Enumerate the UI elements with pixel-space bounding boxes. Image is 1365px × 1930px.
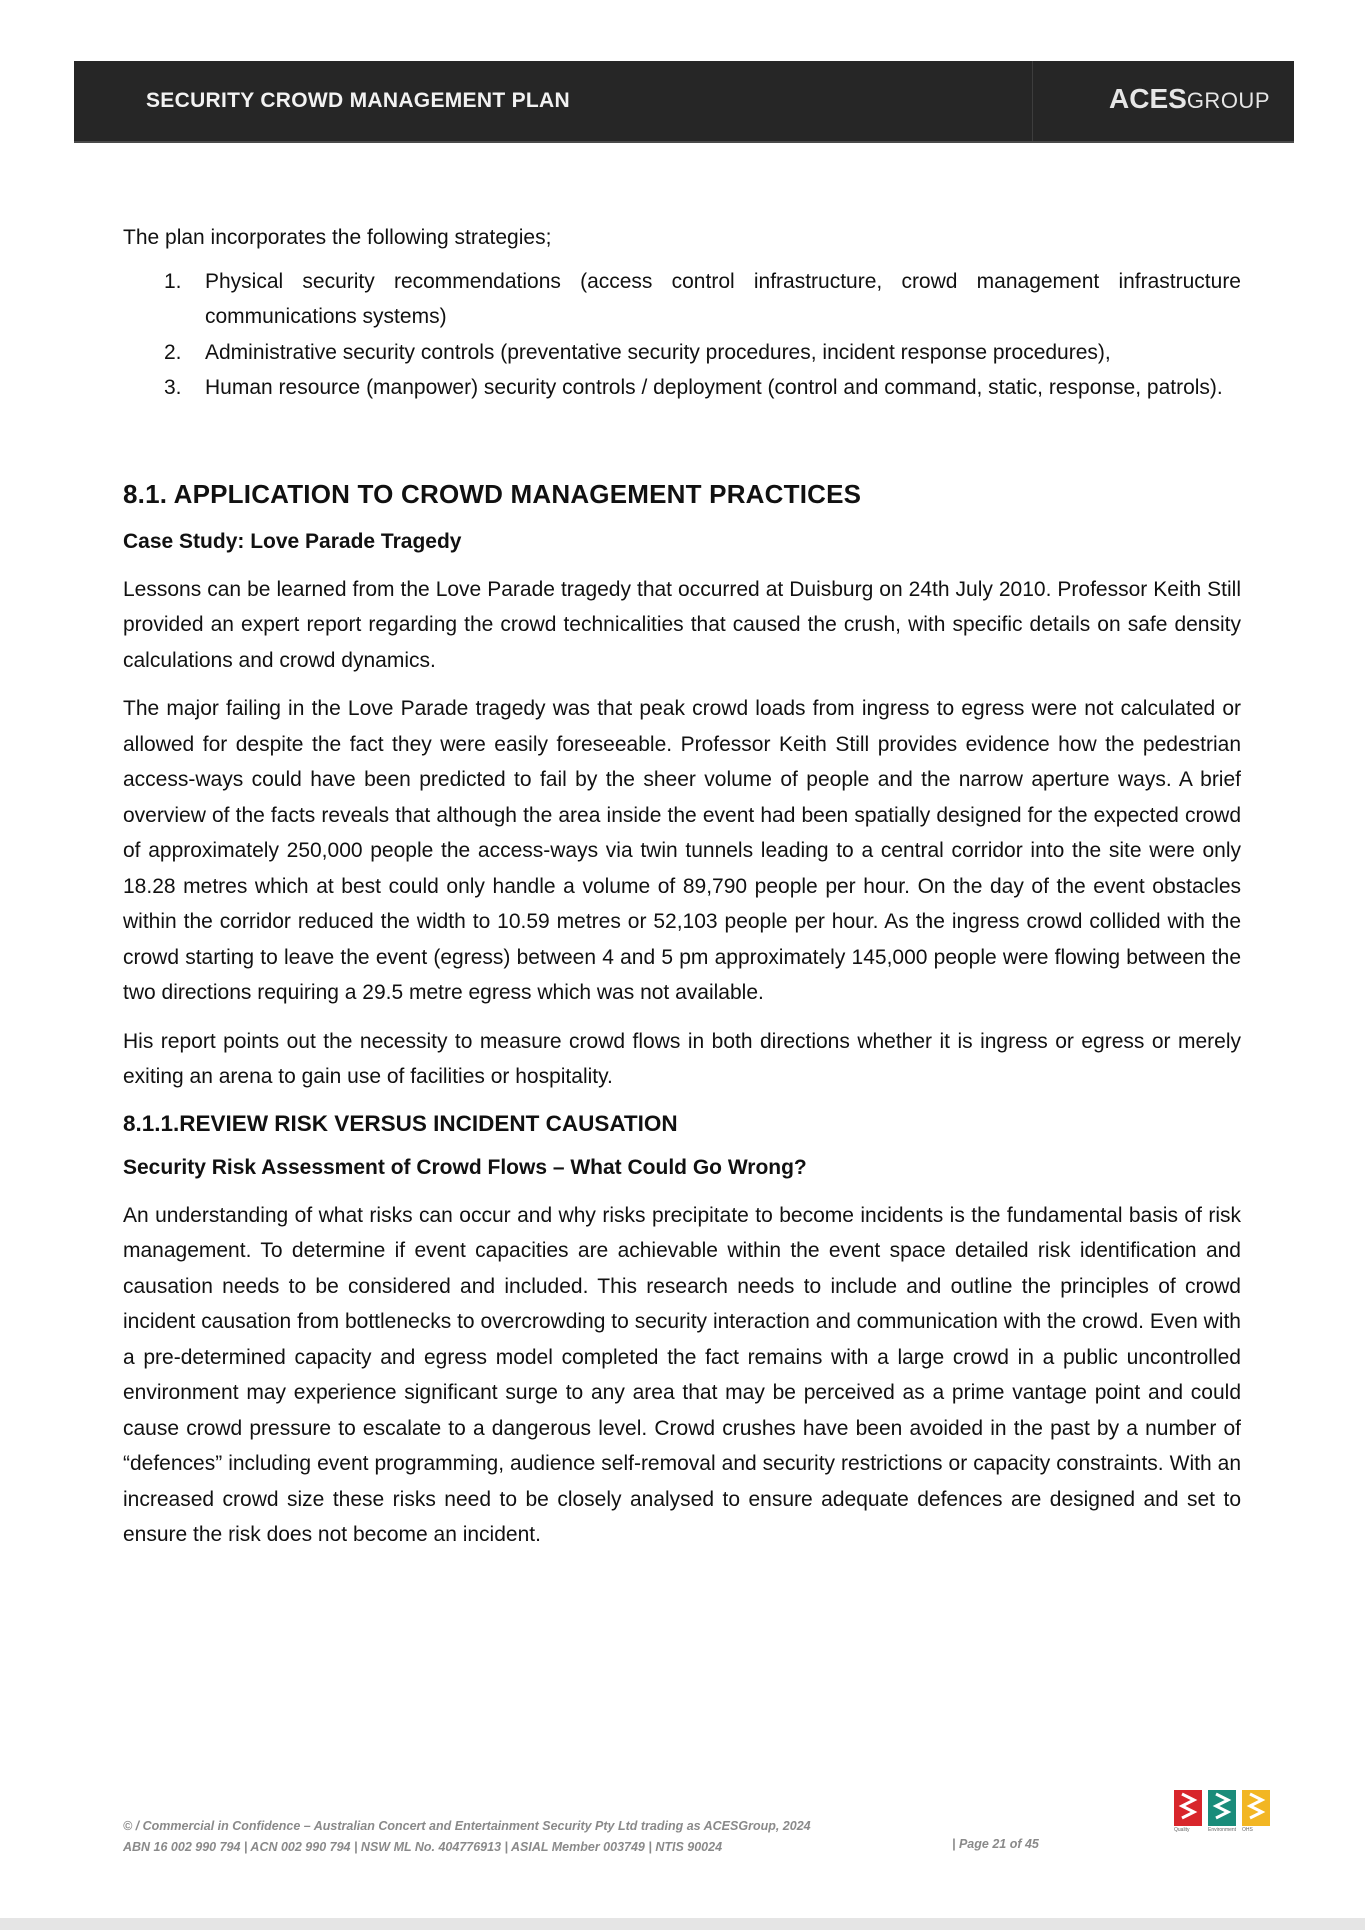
cert-label: OHS [1242,1827,1253,1833]
list-number: 2. [164,340,182,364]
logo-bold-text: ACES [1109,83,1187,114]
case-study-title: Case Study: Love Parade Tragedy [123,529,462,553]
intro-paragraph: The plan incorporates the following strategies; [123,226,552,249]
list-item [123,335,1241,371]
page-header [74,61,1294,143]
footer-registration: ABN 16 002 990 794 | ACN 002 990 794 | NSW ML No. 404776913 | ASIAL Member 003749 | NTIS 90024 [123,1840,723,1854]
section-heading: 8.1. APPLICATION TO CROWD MANAGEMENT PRACTICES [123,478,862,509]
strategies-list [123,264,1241,406]
header-divider [1032,61,1033,141]
ohs-cert-icon [1242,1790,1270,1836]
paragraph: An understanding of what risks can occur and why risks precipitate to become incidents is the fundamental basis of risk management. To determine if event capacities are achievable within the event space detailed risk identification and causation needs to be considered and included. This research needs to include and outline the principles of crowd incident causation from bottlenecks to overcrowding to security interaction and communication with the crowd. Even with a pre-determined capacity and egress model completed the fact remains with a large crowd in a public uncontrolled environment may experience significant surge to any area that may be perceived as a prime vantage point and could cause crowd pressure to escalate to a dangerous level. Crowd crushes have been avoided in the past by a number of “defences” including event programming, audience self-removal and security restrictions or capacity constraints. With an increased crowd size these risks need to be closely analysed to ensure adequate defences are designed and set to ensure the risk does not become an incident. [123,1203,1241,1546]
footer [123,1816,811,1858]
list-text: Administrative security controls (preventative security procedures, incident response procedures), [205,340,1111,364]
footer-copyright: © / Commercial in Confidence – Australian Concert and Entertainment Security Pty Ltd trading as ACESGroup, 2024 [123,1819,811,1833]
list-number: 1. [164,269,182,293]
list-text: Human resource (manpower) security controls / deployment (control and command, static, response, patrols). [205,376,1223,399]
list-item [123,370,1241,406]
list-item [123,264,1241,335]
cert-label: Quality [1174,1827,1190,1833]
list-text: Physical security recommendations (access control infrastructure, crowd management infrastructure communications systems) [205,269,1241,328]
paragraph: The major failing in the Love Parade tragedy was that peak crowd loads from ingress to egress were not calculated or allowed for despite the fact they were easily foreseeable. Professor Keith Still provides evidence how the pedestrian access-ways could have been predicted to fail by the sheer volume of people and the narrow aperture ways. A brief overview of the facts reveals that although the area inside the event had been spatially designed for the expected crowd of approximately 250,000 people the access-ways via twin tunnels leading to a central corridor into the site were only 18.28 metres which at best could only handle a volume of 89,790 people per hour. On the day of the event obstacles within the corridor reduced the width to 10.59 metres or 52,103 people per hour. As the ingress crowd collided with the crowd starting to leave the event (egress) between 4 and 5 pm approximately 145,000 people were flowing between the two directions requiring a 29.5 metre egress which was not available. [123,697,1241,1004]
document-body [123,220,1241,1566]
aces-group-logo [1109,85,1270,113]
document-title: SECURITY CROWD MANAGEMENT PLAN [146,89,570,112]
paragraph: Lessons can be learned from the Love Parade tragedy that occurred at Duisburg on 24th July 2010. Professor Keith Still provided an expert report regarding the crowd technicalities that caused the crush, with specific details on safe density calculations and crowd dynamics. [123,577,1241,672]
page-bottom-edge [0,1918,1365,1930]
list-number: 3. [164,376,182,399]
subsection-heading: 8.1.1.REVIEW RISK VERSUS INCIDENT CAUSATION [123,1110,678,1136]
logo-light-text: GROUP [1186,88,1270,113]
page-number: | Page 21 of 45 [952,1837,1039,1851]
environment-cert-icon [1208,1790,1236,1836]
subsection-subtitle: Security Risk Assessment of Crowd Flows – What Could Go Wrong? [123,1155,807,1179]
certification-badges [1174,1790,1270,1836]
paragraph: His report points out the necessity to measure crowd flows in both directions whether it is ingress or egress or merely exiting an arena to gain use of facilities or hospitality. [123,1029,1241,1088]
cert-label: Environment [1208,1827,1237,1833]
quality-cert-icon [1174,1790,1202,1836]
